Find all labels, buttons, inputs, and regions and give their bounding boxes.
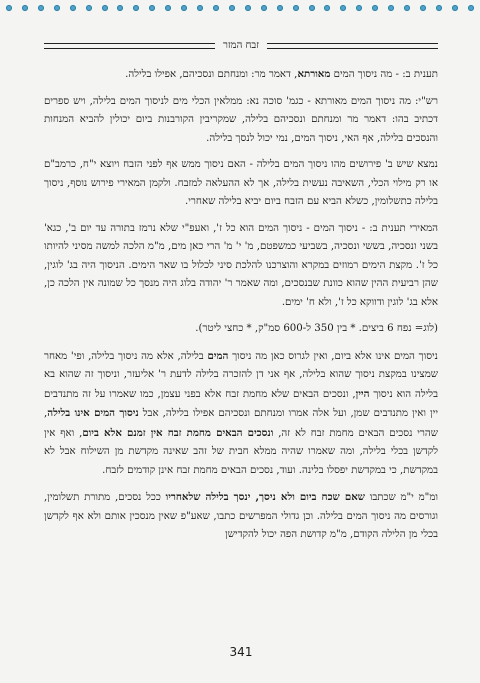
binding-hole — [261, 5, 267, 11]
binding-hole — [356, 5, 362, 11]
paragraph — [44, 65, 438, 85]
text-run: בלילה, אלא מה ניסוך בלילה, ופי' מאחר שמצינו במקצת ניסוך שהוא בלילה, אף אני דן להזכרה בלילה לדעת ר' אליעזר, וניסוך זה שהוא בא בלילה הוא ניסוך — [44, 350, 438, 400]
text-run: ומ"מ י"מ שכתבו — [364, 492, 438, 503]
binding-hole — [117, 5, 123, 11]
bold-text-run: ונסכים הבאים מחמת זבח אין זמנם אלא ביום — [82, 426, 274, 439]
paragraph — [44, 488, 438, 545]
text-run: , ואף אין לקדשן בכלי בלילה, ומה שאמרו שהיה ממלא חבית של זהב שאינה מקדשת מן השילוח אבל לא במקדשת, כי במקדשת יפסלו בלינה. ועוד, נסכים הבאים מחמת זבח אינן קודמים לזבח. — [44, 427, 438, 476]
binding-hole — [54, 5, 60, 11]
binding-hole — [149, 5, 155, 11]
page-number: 341 — [229, 645, 253, 659]
binding-hole — [181, 5, 187, 11]
text-run: המאירי תענית ב: - ניסוך המים - ניסוך המים הוא כל ז', ואעפ"י שלא נרמז בתורה עד יום ב', כגא' בשני ונסכיה, בששי ונסכיה, בשביעי כמשפטם, מ' י' מ' הרי כאן מים, מ"מ הלכה למשה מסיני להיותו כל ז'. מקצת הימים רמוזים במקרא והוצרכנו להלכת סיני לכלול בו שאר הימים. הניסוך היה בג' לוגין, שהן רביעית ההין שהוא כוונת שבנסכים, ומה שאמר ר' יהודה בלוג היה מנסך כל שמונה אין הלכה כן, אלא בג' לוגין ודווקא כל ז', ולא ח' ימים. — [44, 222, 438, 308]
paragraph — [44, 220, 438, 313]
bold-text-run: היין — [355, 387, 370, 400]
binding-hole — [293, 5, 299, 11]
document-page — [44, 34, 438, 659]
binding-hole — [245, 5, 251, 11]
text-run: תענית ב: - מה ניסוך המים — [330, 69, 438, 80]
binding-hole — [197, 5, 203, 11]
bold-text-run: המים — [207, 349, 229, 362]
binding-hole — [420, 5, 426, 11]
binding-hole — [468, 5, 474, 11]
binding-hole — [340, 5, 346, 11]
body-text — [44, 65, 438, 545]
binding-hole — [229, 5, 235, 11]
binding-hole — [38, 5, 44, 11]
text-run: ככל נסכים, מתורת תשלומין, וגורסים מה ניסוך המים בלילה. וכן גדולי המפרשים כתבו, שאע"פ שאין מנסכין אותם ולא אף לקדשן בכלי מן הלילה הקודם, מ"מ קדושת הפה יכול להקדישן — [44, 492, 438, 540]
text-run: רש"י: מה ניסוך המים מאורתא - כגמ' סוכה נא: ממלאין הכלי מים לניסוך המים בלילה, ויש ספרים דכתיב בהו: דאמר מר ומנחתם ונסכיהם בלילה, שמקריבין הקורבנות ביום יכולין להביא המנחות והנסכים בלילה, אף האי, ניסוך המים, נמי יכול לנסך בלילה. — [44, 95, 438, 144]
text-run: , דאמר מר: ומנחתם ונסכיהם, אפילו בלילה. — [125, 69, 298, 80]
binding-hole — [6, 5, 12, 11]
binding-hole — [309, 5, 315, 11]
binding-hole — [165, 5, 171, 11]
binding-hole — [436, 5, 442, 11]
binding-hole — [213, 5, 219, 11]
text-run: נמצא שיש ב' פירושים מהו ניסוך המים בלילה - האם ניסוך ממש אף לפני הזבח ויוצא י"ח, כרמב"ם או רק מילוי הכלי, השאיבה נעשית בלילה, אך לא ההעלאה למזבח. ולקמן המאירי פירוש נוסף, ניסוך בלילה כתשלומין, כשלא הביא עם הזבח ביום יביא בלילה שאחרי. — [44, 159, 438, 207]
binding-hole — [70, 5, 76, 11]
text-run: (לוג= נפח 6 ביצים. * בין 350 ל-600 סמ"ק, * כחצי ליטר). — [195, 323, 438, 334]
binding-hole — [452, 5, 458, 11]
bold-text-run: ניסוך המים אינו בלילה — [47, 407, 139, 419]
binding-hole — [324, 5, 330, 11]
text-run: ניסוך המים אינו אלא ביום, ואין לגרוס כאן מה ניסוך — [228, 350, 438, 362]
paragraph — [44, 347, 438, 481]
header-rule-right — [267, 43, 438, 49]
paragraph — [44, 93, 438, 149]
binding-hole — [22, 5, 28, 11]
binding-hole — [388, 5, 394, 11]
spiral-binding — [6, 2, 474, 14]
binding-hole — [102, 5, 108, 11]
binding-hole — [277, 5, 283, 11]
text-run: , שהרי נסכים הבאים מחמת זבח לא זה, — [44, 408, 438, 439]
running-head — [44, 40, 438, 51]
binding-hole — [372, 5, 378, 11]
header-rule-left — [44, 43, 215, 49]
text-run: , ונסכים הבאים שלא מחמת זבח אלא בפני עצמן, כמו שאמרו על זה מתנדבים יין ואין מתנדבים שמן, ועל אלה אמרו ומנחתם ונסכיהם אפילו בלילה, אבל — [44, 388, 438, 419]
binding-hole — [86, 5, 92, 11]
bold-text-run: שאם שכח ביום ולא ניסך, ינסך בלילה שלאחריו — [165, 491, 365, 503]
binding-hole — [404, 5, 410, 11]
binding-hole — [133, 5, 139, 11]
paragraph — [44, 320, 438, 339]
bold-text-run: מאורתא — [297, 68, 331, 80]
paragraph — [44, 156, 438, 212]
running-head-title: זבח המזר — [222, 40, 260, 51]
